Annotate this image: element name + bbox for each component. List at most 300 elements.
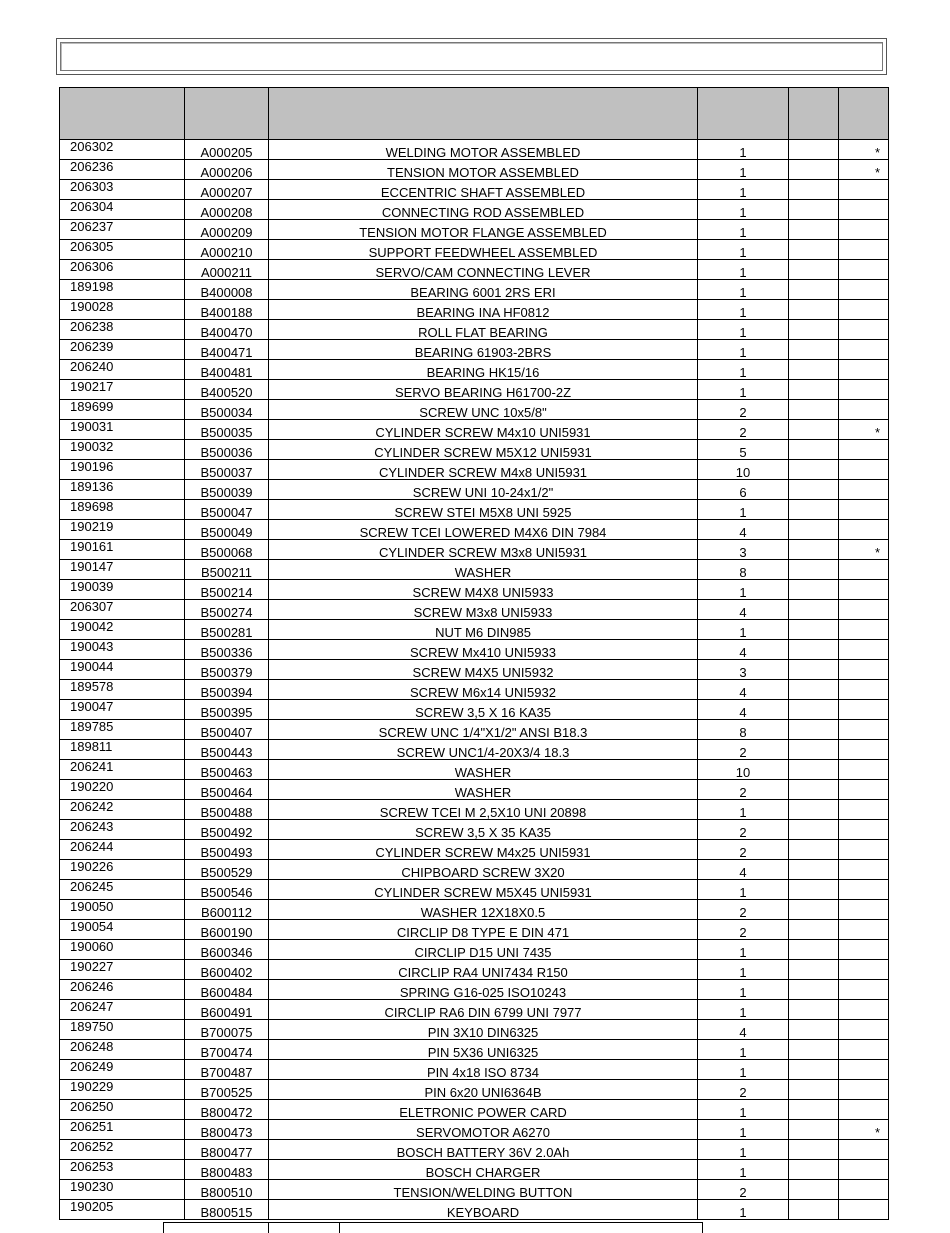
cell-quantity: 2	[698, 820, 789, 840]
cell-note-mark	[839, 700, 889, 720]
cell-note-mark	[839, 320, 889, 340]
cell-item-number: 190219	[60, 520, 185, 540]
cell-description: ROLL FLAT BEARING	[269, 320, 698, 340]
cell-description: CIRCLIP RA4 UNI7434 R150	[269, 960, 698, 980]
cell-description: SCREW STEI M5X8 UNI 5925	[269, 500, 698, 520]
cell-item-number: 190031	[60, 420, 185, 440]
table-row	[60, 1020, 889, 1040]
cell-description: ECCENTRIC SHAFT ASSEMBLED	[269, 180, 698, 200]
cell-item-number: 190147	[60, 560, 185, 580]
cell-quantity: 6	[698, 480, 789, 500]
cell-part-code: B500492	[185, 820, 269, 840]
cell-quantity: 1	[698, 360, 789, 380]
table-row	[60, 1180, 889, 1200]
cell-quantity: 3	[698, 660, 789, 680]
cell-item-number: 189698	[60, 500, 185, 520]
cell-note-mark	[839, 1000, 889, 1020]
cell-quantity: 1	[698, 340, 789, 360]
header-column-5	[789, 88, 839, 140]
cell-item-number: 206246	[60, 980, 185, 1000]
cell-description: SPRING G16-025 ISO10243	[269, 980, 698, 1000]
cell-part-code: B400470	[185, 320, 269, 340]
cell-column-5	[789, 1100, 839, 1120]
table-row	[60, 220, 889, 240]
cell-column-5	[789, 460, 839, 480]
cell-column-5	[789, 1000, 839, 1020]
cell-note-mark	[839, 560, 889, 580]
cell-description: CYLINDER SCREW M5X12 UNI5931	[269, 440, 698, 460]
cell-part-code: B500379	[185, 660, 269, 680]
table-row	[60, 620, 889, 640]
cell-part-code: A000209	[185, 220, 269, 240]
cell-column-5	[789, 900, 839, 920]
cell-quantity: 1	[698, 580, 789, 600]
cell-item-number: 189578	[60, 680, 185, 700]
cell-item-number: 190060	[60, 940, 185, 960]
cell-column-5	[789, 840, 839, 860]
cell-part-code: B800472	[185, 1100, 269, 1120]
cell-part-code: B500336	[185, 640, 269, 660]
cell-column-5	[789, 200, 839, 220]
table-row	[60, 400, 889, 420]
cell-note-mark	[839, 840, 889, 860]
cell-quantity: 1	[698, 1160, 789, 1180]
cell-item-number: 190044	[60, 660, 185, 680]
cell-quantity: 1	[698, 1140, 789, 1160]
cell-item-number: 206307	[60, 600, 185, 620]
cell-column-5	[789, 880, 839, 900]
header-item-number	[60, 88, 185, 140]
cell-column-5	[789, 940, 839, 960]
table-row	[60, 340, 889, 360]
cell-part-code: B500211	[185, 560, 269, 580]
cell-note-mark	[839, 240, 889, 260]
cell-quantity: 10	[698, 460, 789, 480]
cell-item-number: 206304	[60, 200, 185, 220]
cell-column-5	[789, 820, 839, 840]
cell-part-code: B600484	[185, 980, 269, 1000]
cell-quantity: 1	[698, 620, 789, 640]
document-title	[60, 42, 883, 71]
cell-column-5	[789, 160, 839, 180]
cell-quantity: 4	[698, 1020, 789, 1040]
cell-description: SCREW TCEI M 2,5X10 UNI 20898	[269, 800, 698, 820]
cell-quantity: 2	[698, 840, 789, 860]
cell-part-code: A000206	[185, 160, 269, 180]
cell-part-code: B400520	[185, 380, 269, 400]
cell-item-number: 190196	[60, 460, 185, 480]
cell-part-code: A000205	[185, 140, 269, 160]
table-row	[60, 940, 889, 960]
cell-column-5	[789, 500, 839, 520]
cell-quantity: 1	[698, 800, 789, 820]
cell-quantity: 1	[698, 220, 789, 240]
cell-note-mark	[839, 1100, 889, 1120]
cell-item-number: 190161	[60, 540, 185, 560]
cell-quantity: 1	[698, 940, 789, 960]
cell-description: SCREW 3,5 X 35 KA35	[269, 820, 698, 840]
cell-quantity: 1	[698, 1000, 789, 1020]
cell-item-number: 206251	[60, 1120, 185, 1140]
table-row	[60, 380, 889, 400]
cell-part-code: B500047	[185, 500, 269, 520]
cell-part-code: B700075	[185, 1020, 269, 1040]
table-row	[60, 160, 889, 180]
cell-part-code: B500464	[185, 780, 269, 800]
cell-item-number: 190039	[60, 580, 185, 600]
cell-part-code: B500463	[185, 760, 269, 780]
cell-part-code: B600346	[185, 940, 269, 960]
cell-note-mark	[839, 1080, 889, 1100]
cell-item-number: 206244	[60, 840, 185, 860]
cell-part-code: B500529	[185, 860, 269, 880]
cell-description: BEARING 6001 2RS ERI	[269, 280, 698, 300]
cell-item-number: 190050	[60, 900, 185, 920]
cell-part-code: B800477	[185, 1140, 269, 1160]
cell-note-mark	[839, 1160, 889, 1180]
cell-column-5	[789, 300, 839, 320]
cell-column-5	[789, 640, 839, 660]
cell-quantity: 1	[698, 500, 789, 520]
cell-note-mark	[839, 1060, 889, 1080]
cell-column-5	[789, 140, 839, 160]
cell-note-mark	[839, 1180, 889, 1200]
table-row	[60, 180, 889, 200]
cell-column-5	[789, 1160, 839, 1180]
cell-quantity: 4	[698, 640, 789, 660]
cell-note-mark	[839, 180, 889, 200]
cell-column-5	[789, 960, 839, 980]
cell-column-5	[789, 1200, 839, 1220]
table-row	[60, 640, 889, 660]
cell-description: SCREW UNC 10x5/8"	[269, 400, 698, 420]
cell-column-5	[789, 380, 839, 400]
cell-note-mark	[839, 800, 889, 820]
cell-description: KEYBOARD	[269, 1200, 698, 1220]
cell-quantity: 1	[698, 160, 789, 180]
table-row	[60, 420, 889, 440]
table-row	[60, 720, 889, 740]
cell-note-mark	[839, 580, 889, 600]
table-row	[60, 1100, 889, 1120]
cell-item-number: 206306	[60, 260, 185, 280]
cell-part-code: A000207	[185, 180, 269, 200]
cell-item-number: 206239	[60, 340, 185, 360]
cell-column-5	[789, 320, 839, 340]
cell-note-mark	[839, 620, 889, 640]
cell-quantity: 8	[698, 560, 789, 580]
cell-description: WASHER 12X18X0.5	[269, 900, 698, 920]
cell-part-code: B500546	[185, 880, 269, 900]
cell-quantity: 1	[698, 240, 789, 260]
cell-note-mark	[839, 720, 889, 740]
cell-description: BEARING INA HF0812	[269, 300, 698, 320]
cell-part-code: B500394	[185, 680, 269, 700]
cell-part-code: B500214	[185, 580, 269, 600]
cell-item-number: 190028	[60, 300, 185, 320]
table-row	[60, 280, 889, 300]
table-row	[60, 780, 889, 800]
cell-column-5	[789, 360, 839, 380]
table-row	[60, 880, 889, 900]
cell-column-5	[789, 520, 839, 540]
cell-column-5	[789, 220, 839, 240]
cell-item-number: 190054	[60, 920, 185, 940]
footer-table-edge	[163, 1222, 703, 1233]
cell-column-5	[789, 1040, 839, 1060]
cell-note-mark: *	[839, 1120, 889, 1140]
cell-note-mark	[839, 940, 889, 960]
table-row	[60, 980, 889, 1000]
cell-item-number: 190229	[60, 1080, 185, 1100]
cell-description: ELETRONIC POWER CARD	[269, 1100, 698, 1120]
cell-part-code: B500068	[185, 540, 269, 560]
cell-part-code: A000210	[185, 240, 269, 260]
cell-part-code: B800483	[185, 1160, 269, 1180]
table-header-row	[60, 88, 889, 140]
cell-part-code: A000211	[185, 260, 269, 280]
cell-description: CIRCLIP D15 UNI 7435	[269, 940, 698, 960]
cell-item-number: 206303	[60, 180, 185, 200]
cell-column-5	[789, 780, 839, 800]
table-row	[60, 1040, 889, 1060]
cell-note-mark	[839, 280, 889, 300]
header-column-6	[839, 88, 889, 140]
cell-quantity: 4	[698, 680, 789, 700]
cell-description: WASHER	[269, 560, 698, 580]
cell-column-5	[789, 480, 839, 500]
cell-column-5	[789, 240, 839, 260]
cell-quantity: 4	[698, 520, 789, 540]
cell-item-number: 190220	[60, 780, 185, 800]
cell-quantity: 2	[698, 400, 789, 420]
table-row	[60, 660, 889, 680]
cell-part-code: B800515	[185, 1200, 269, 1220]
table-row	[60, 860, 889, 880]
cell-item-number: 189699	[60, 400, 185, 420]
cell-part-code: B500035	[185, 420, 269, 440]
cell-description: SCREW UNC1/4-20X3/4 18.3	[269, 740, 698, 760]
cell-note-mark	[839, 340, 889, 360]
cell-item-number: 206242	[60, 800, 185, 820]
table-row	[60, 460, 889, 480]
cell-column-5	[789, 1060, 839, 1080]
cell-part-code: B600112	[185, 900, 269, 920]
table-row	[60, 1080, 889, 1100]
cell-quantity: 1	[698, 200, 789, 220]
cell-note-mark	[839, 960, 889, 980]
cell-quantity: 4	[698, 700, 789, 720]
parts-table	[59, 87, 889, 1220]
cell-note-mark	[839, 1020, 889, 1040]
cell-part-code: B500395	[185, 700, 269, 720]
cell-item-number: 189811	[60, 740, 185, 760]
cell-description: SCREW UNI 10-24x1/2"	[269, 480, 698, 500]
cell-item-number: 206236	[60, 160, 185, 180]
cell-description: PIN 5X36 UNI6325	[269, 1040, 698, 1060]
cell-quantity: 1	[698, 1100, 789, 1120]
cell-description: CIRCLIP D8 TYPE E DIN 471	[269, 920, 698, 940]
cell-note-mark	[839, 780, 889, 800]
cell-quantity: 1	[698, 280, 789, 300]
table-row	[60, 1160, 889, 1180]
cell-item-number: 190047	[60, 700, 185, 720]
cell-note-mark	[839, 600, 889, 620]
cell-item-number: 206250	[60, 1100, 185, 1120]
cell-part-code: B500036	[185, 440, 269, 460]
table-row	[60, 820, 889, 840]
table-row	[60, 360, 889, 380]
cell-column-5	[789, 700, 839, 720]
cell-description: WELDING MOTOR ASSEMBLED	[269, 140, 698, 160]
table-row	[60, 600, 889, 620]
table-row	[60, 1200, 889, 1220]
table-row	[60, 440, 889, 460]
cell-quantity: 2	[698, 420, 789, 440]
cell-item-number: 206240	[60, 360, 185, 380]
cell-note-mark	[839, 400, 889, 420]
cell-quantity: 1	[698, 1120, 789, 1140]
cell-quantity: 1	[698, 1040, 789, 1060]
cell-note-mark	[839, 880, 889, 900]
cell-quantity: 2	[698, 740, 789, 760]
table-row	[60, 200, 889, 220]
cell-item-number: 190227	[60, 960, 185, 980]
cell-description: SCREW UNC 1/4"X1/2" ANSI B18.3	[269, 720, 698, 740]
cell-item-number: 190043	[60, 640, 185, 660]
cell-note-mark	[839, 260, 889, 280]
cell-column-5	[789, 540, 839, 560]
cell-description: SERVO BEARING H61700-2Z	[269, 380, 698, 400]
table-row	[60, 740, 889, 760]
table-row	[60, 260, 889, 280]
cell-quantity: 1	[698, 880, 789, 900]
cell-item-number: 206245	[60, 880, 185, 900]
cell-description: PIN 3X10 DIN6325	[269, 1020, 698, 1040]
cell-column-5	[789, 740, 839, 760]
cell-note-mark	[839, 200, 889, 220]
cell-note-mark	[839, 500, 889, 520]
cell-part-code: B600491	[185, 1000, 269, 1020]
cell-column-5	[789, 1080, 839, 1100]
cell-column-5	[789, 1020, 839, 1040]
cell-item-number: 206248	[60, 1040, 185, 1060]
cell-item-number: 206253	[60, 1160, 185, 1180]
cell-part-code: B700487	[185, 1060, 269, 1080]
cell-quantity: 10	[698, 760, 789, 780]
table-row	[60, 540, 889, 560]
cell-note-mark	[839, 900, 889, 920]
cell-column-5	[789, 180, 839, 200]
cell-quantity: 1	[698, 180, 789, 200]
cell-part-code: B400481	[185, 360, 269, 380]
cell-description: CYLINDER SCREW M3x8 UNI5931	[269, 540, 698, 560]
table-row	[60, 480, 889, 500]
table-row	[60, 500, 889, 520]
cell-column-5	[789, 600, 839, 620]
cell-item-number: 189785	[60, 720, 185, 740]
cell-part-code: B600190	[185, 920, 269, 940]
cell-note-mark	[839, 440, 889, 460]
cell-part-code: B500049	[185, 520, 269, 540]
cell-item-number: 190042	[60, 620, 185, 640]
cell-note-mark	[839, 480, 889, 500]
cell-part-code: B500034	[185, 400, 269, 420]
cell-column-5	[789, 620, 839, 640]
cell-note-mark	[839, 740, 889, 760]
cell-quantity: 1	[698, 1200, 789, 1220]
cell-column-5	[789, 560, 839, 580]
cell-description: TENSION MOTOR FLANGE ASSEMBLED	[269, 220, 698, 240]
cell-description: CONNECTING ROD ASSEMBLED	[269, 200, 698, 220]
cell-description: SCREW Mx410 UNI5933	[269, 640, 698, 660]
cell-quantity: 1	[698, 260, 789, 280]
cell-note-mark: *	[839, 540, 889, 560]
cell-column-5	[789, 280, 839, 300]
cell-column-5	[789, 860, 839, 880]
cell-description: CYLINDER SCREW M4x25 UNI5931	[269, 840, 698, 860]
table-row	[60, 800, 889, 820]
table-row	[60, 680, 889, 700]
cell-description: BOSCH CHARGER	[269, 1160, 698, 1180]
cell-item-number: 206237	[60, 220, 185, 240]
cell-description: BEARING 61903-2BRS	[269, 340, 698, 360]
cell-note-mark	[839, 1140, 889, 1160]
cell-column-5	[789, 340, 839, 360]
header-description	[269, 88, 698, 140]
cell-quantity: 2	[698, 920, 789, 940]
cell-item-number: 206252	[60, 1140, 185, 1160]
cell-item-number: 206305	[60, 240, 185, 260]
table-row	[60, 1140, 889, 1160]
table-row	[60, 700, 889, 720]
header-part-code	[185, 88, 269, 140]
cell-part-code: B400188	[185, 300, 269, 320]
cell-part-code: B600402	[185, 960, 269, 980]
table-row	[60, 1060, 889, 1080]
cell-quantity: 1	[698, 300, 789, 320]
cell-description: CHIPBOARD SCREW 3X20	[269, 860, 698, 880]
cell-description: NUT M6 DIN985	[269, 620, 698, 640]
cell-item-number: 190226	[60, 860, 185, 880]
cell-column-5	[789, 760, 839, 780]
cell-note-mark	[839, 820, 889, 840]
cell-part-code: B500281	[185, 620, 269, 640]
table-row	[60, 900, 889, 920]
cell-column-5	[789, 980, 839, 1000]
table-row	[60, 920, 889, 940]
cell-description: BEARING HK15/16	[269, 360, 698, 380]
table-row	[60, 560, 889, 580]
cell-description: TENSION MOTOR ASSEMBLED	[269, 160, 698, 180]
cell-description: WASHER	[269, 760, 698, 780]
table-row	[60, 1120, 889, 1140]
cell-note-mark	[839, 1200, 889, 1220]
cell-part-code: B500274	[185, 600, 269, 620]
cell-description: SUPPORT FEEDWHEEL ASSEMBLED	[269, 240, 698, 260]
table-row	[60, 300, 889, 320]
table-row	[60, 580, 889, 600]
cell-note-mark	[839, 680, 889, 700]
cell-quantity: 1	[698, 960, 789, 980]
cell-note-mark	[839, 360, 889, 380]
cell-item-number: 206249	[60, 1060, 185, 1080]
cell-note-mark	[839, 640, 889, 660]
cell-description: SCREW M4X5 UNI5932	[269, 660, 698, 680]
table-body	[60, 140, 889, 1220]
cell-description: CYLINDER SCREW M4x8 UNI5931	[269, 460, 698, 480]
cell-part-code: B500407	[185, 720, 269, 740]
